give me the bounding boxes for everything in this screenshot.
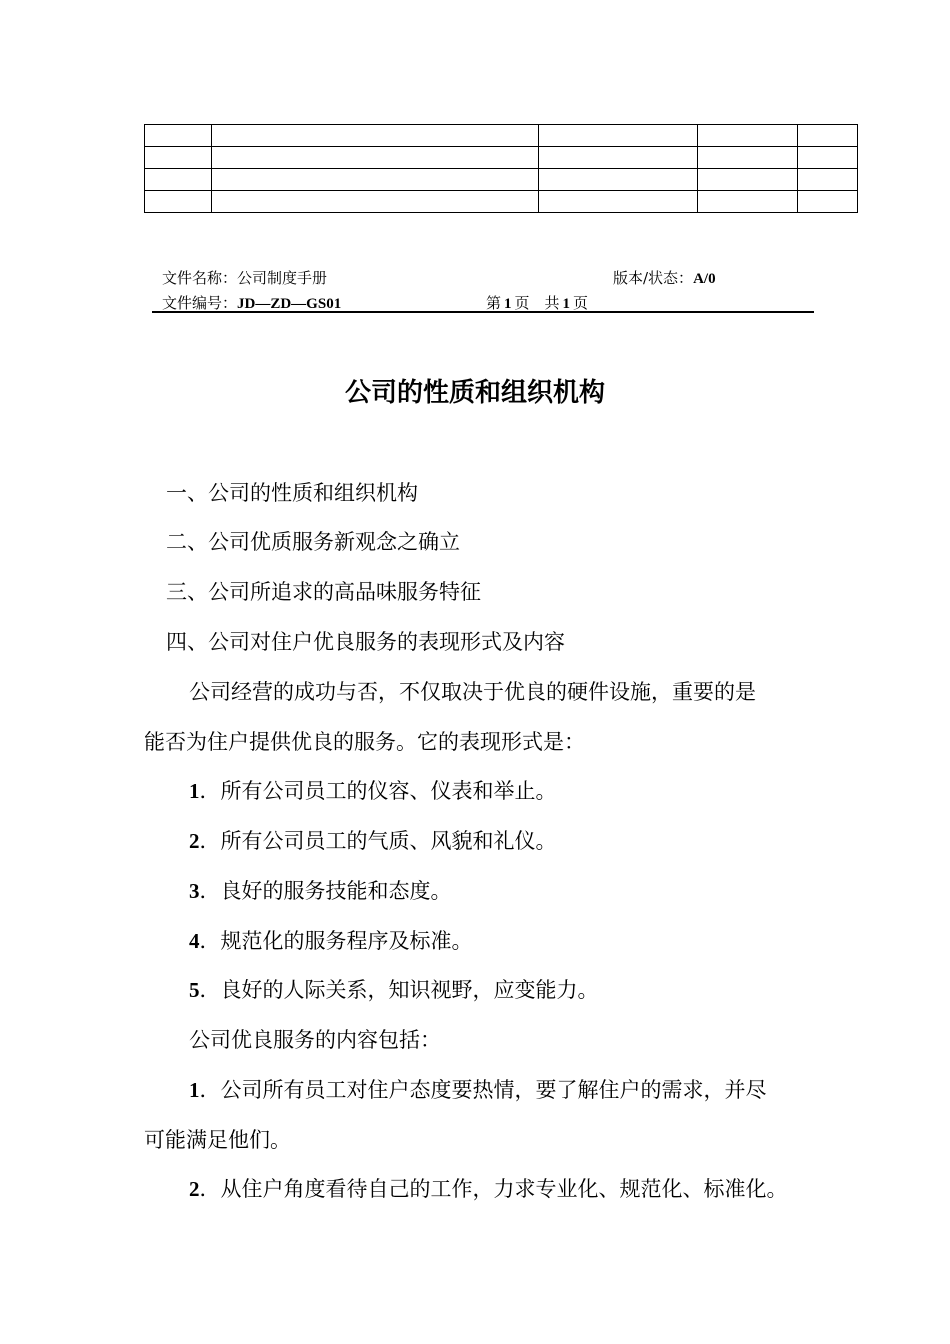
list-text: 所有公司员工的仪容、仪表和举止。	[220, 779, 557, 803]
list-text: 规范化的服务程序及标准。	[220, 929, 473, 953]
list-text: 从住户角度看待自己的工作，力求专业化、规范化、标准化。	[220, 1177, 788, 1201]
list-number: 3	[189, 879, 200, 903]
file-number-value: JD—ZD—GS01	[237, 296, 342, 312]
list-number: 2	[189, 829, 200, 853]
toc-item: 一、公司的性质和组织机构	[166, 481, 418, 505]
page-indicator: 第 1 页 共 1 页	[486, 294, 589, 312]
document-title: 公司的性质和组织机构	[344, 378, 605, 408]
table-row	[145, 147, 858, 169]
list-text: 良好的人际关系，知识视野，应变能力。	[220, 978, 599, 1002]
table-row	[145, 191, 858, 213]
revision-table	[144, 124, 858, 213]
version-label: 版本/状态：	[613, 269, 694, 287]
table-row	[145, 169, 858, 191]
list-text: 所有公司员工的气质、风貌和礼仪。	[220, 829, 557, 853]
list-item: 3．良好的服务技能和态度。	[189, 879, 452, 903]
list-number: 1	[189, 779, 200, 803]
list-item: 5．良好的人际关系，知识视野，应变能力。	[189, 978, 599, 1002]
list-number: 2	[189, 1177, 200, 1201]
paragraph-line: 公司经营的成功与否，不仅取决于优良的硬件设施，重要的是	[189, 680, 756, 704]
page-number: 1	[504, 296, 512, 312]
file-name-field	[162, 267, 327, 288]
table-row	[145, 125, 858, 147]
toc-item: 三、公司所追求的高品味服务特征	[166, 580, 481, 604]
file-name-value: 公司制度手册	[237, 269, 328, 287]
list-number: 4	[189, 929, 200, 953]
list-text: 公司所有员工对住户态度要热情，要了解住户的需求，并尽	[220, 1078, 767, 1102]
list-number: 1	[189, 1078, 200, 1102]
list-item-continuation: 可能满足他们。	[144, 1128, 291, 1152]
list-number: 5	[189, 978, 200, 1002]
header-rule	[152, 311, 814, 313]
version-field	[613, 267, 716, 288]
file-number-label: 文件编号：	[162, 294, 238, 312]
file-number-field	[162, 292, 341, 313]
list-item: 1．所有公司员工的仪容、仪表和举止。	[189, 779, 557, 803]
toc-item: 四、公司对住户优良服务的表现形式及内容	[166, 630, 565, 654]
list-text: 良好的服务技能和态度。	[220, 879, 452, 903]
list-item: 1．公司所有员工对住户态度要热情，要了解住户的需求，并尽	[189, 1078, 767, 1102]
toc-item: 二、公司优质服务新观念之确立	[166, 530, 460, 554]
list-item: 4．规范化的服务程序及标准。	[189, 929, 473, 953]
paragraph-line: 能否为住户提供优良的服务。它的表现形式是：	[144, 730, 585, 754]
version-value: A/0	[693, 271, 716, 287]
list-item: 2．从住户角度看待自己的工作，力求专业化、规范化、标准化。	[189, 1177, 788, 1201]
content-intro: 公司优良服务的内容包括：	[189, 1028, 441, 1052]
page-total: 1	[562, 296, 571, 312]
file-name-label: 文件名称：	[162, 269, 238, 287]
list-item: 2．所有公司员工的气质、风貌和礼仪。	[189, 829, 557, 853]
